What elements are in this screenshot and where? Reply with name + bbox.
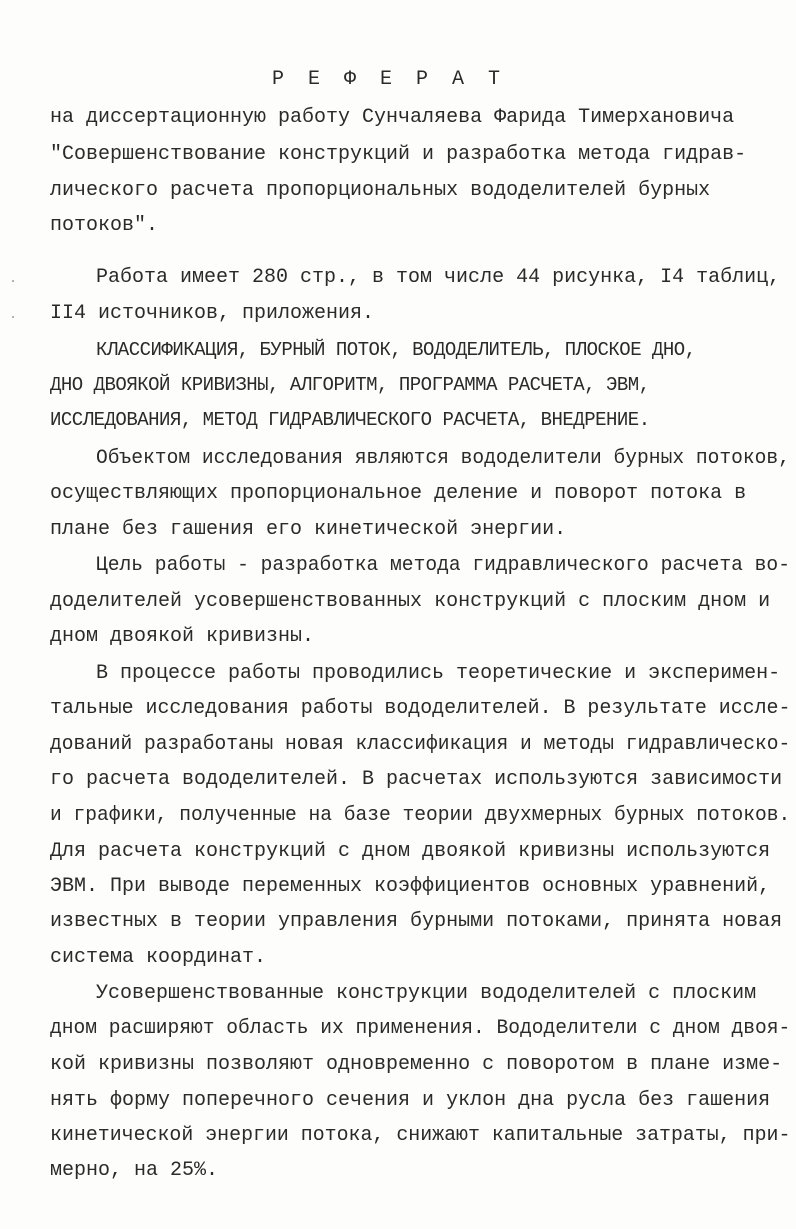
result-line: кинетической энергии потока, снижают капитальные затраты, при- xyxy=(50,1124,791,1147)
result-line: кой кривизны позволяют одновременно с поворотом в плане изме- xyxy=(50,1053,783,1076)
result-line: Усовершенствованные конструкции вододелителей с плоским xyxy=(96,982,757,1005)
stats-line: II4 источников, приложения. xyxy=(50,302,375,325)
stats-line: Работа имеет 280 стр., в том числе 44 рисунка, I4 таблиц, xyxy=(96,266,781,289)
document-title: Р Е Ф Е Р А Т xyxy=(272,68,507,91)
process-line: ЭВМ. При выводе переменных коэффициентов основных уравнений, xyxy=(50,875,771,898)
process-line: известных в теории управления бурными потоками, принята новая xyxy=(50,910,783,933)
intro-line: на диссертационную работу Сунчаляева Фарида Тимерхановича xyxy=(50,106,735,129)
goal-line: доделителей усовершенствованных конструкций с плоским дном и xyxy=(50,590,771,613)
goal-line: Цель работы - разработка метода гидравлического расчета во- xyxy=(96,554,790,577)
result-line: дном расширяют область их применения. Вододелители с дном двоя- xyxy=(50,1017,791,1040)
process-line: тальные исследования работы вододелителей. В результате иссле- xyxy=(50,697,791,720)
keywords-line: КЛАССИФИКАЦИЯ, БУРНЫЙ ПОТОК, ВОДОДЕЛИТЕЛЬ, ПЛОСКОЕ ДНО, xyxy=(96,339,696,361)
object-line: плане без гашения его кинетической энергии. xyxy=(50,518,567,541)
process-line: В процессе работы проводились теоретические и эксперимен- xyxy=(96,662,781,685)
scan-speck xyxy=(12,280,14,282)
keywords-line: ИССЛЕДОВАНИЯ, МЕТОД ГИДРАВЛИЧЕСКОГО РАСЧЕТА, ВНЕДРЕНИЕ. xyxy=(50,409,650,431)
object-line: Объектом исследования являются вододелители бурных потоков, xyxy=(96,447,790,470)
intro-line: лического расчета пропорциональных вододелителей бурных xyxy=(50,179,711,202)
process-line: Для расчета конструкций с дном двоякой кривизны используются xyxy=(50,840,771,863)
intro-line: потоков". xyxy=(50,214,159,237)
keywords-line: ДНО ДВОЯКОЙ КРИВИЗНЫ, АЛГОРИТМ, ПРОГРАММА РАСЧЕТА, ЭВМ, xyxy=(50,374,650,396)
scan-speck xyxy=(12,316,14,318)
process-line: и графики, полученные на базе теории двухмерных бурных потоков. xyxy=(50,804,791,827)
result-line: мерно, на 25%. xyxy=(50,1159,219,1182)
result-line: нять форму поперечного сечения и уклон дна русла без гашения xyxy=(50,1089,771,1112)
process-line: дований разработаны новая классификация и методы гидравлическо- xyxy=(50,733,791,756)
object-line: осуществляющих пропорциональное деление и поворот потока в xyxy=(50,482,747,505)
intro-line: "Совершенствование конструкций и разработка метода гидрав- xyxy=(50,143,747,166)
process-line: система координат. xyxy=(50,946,267,969)
process-line: го расчета вододелителей. В расчетах используются зависимости xyxy=(50,768,783,791)
goal-line: дном двоякой кривизны. xyxy=(50,625,315,648)
